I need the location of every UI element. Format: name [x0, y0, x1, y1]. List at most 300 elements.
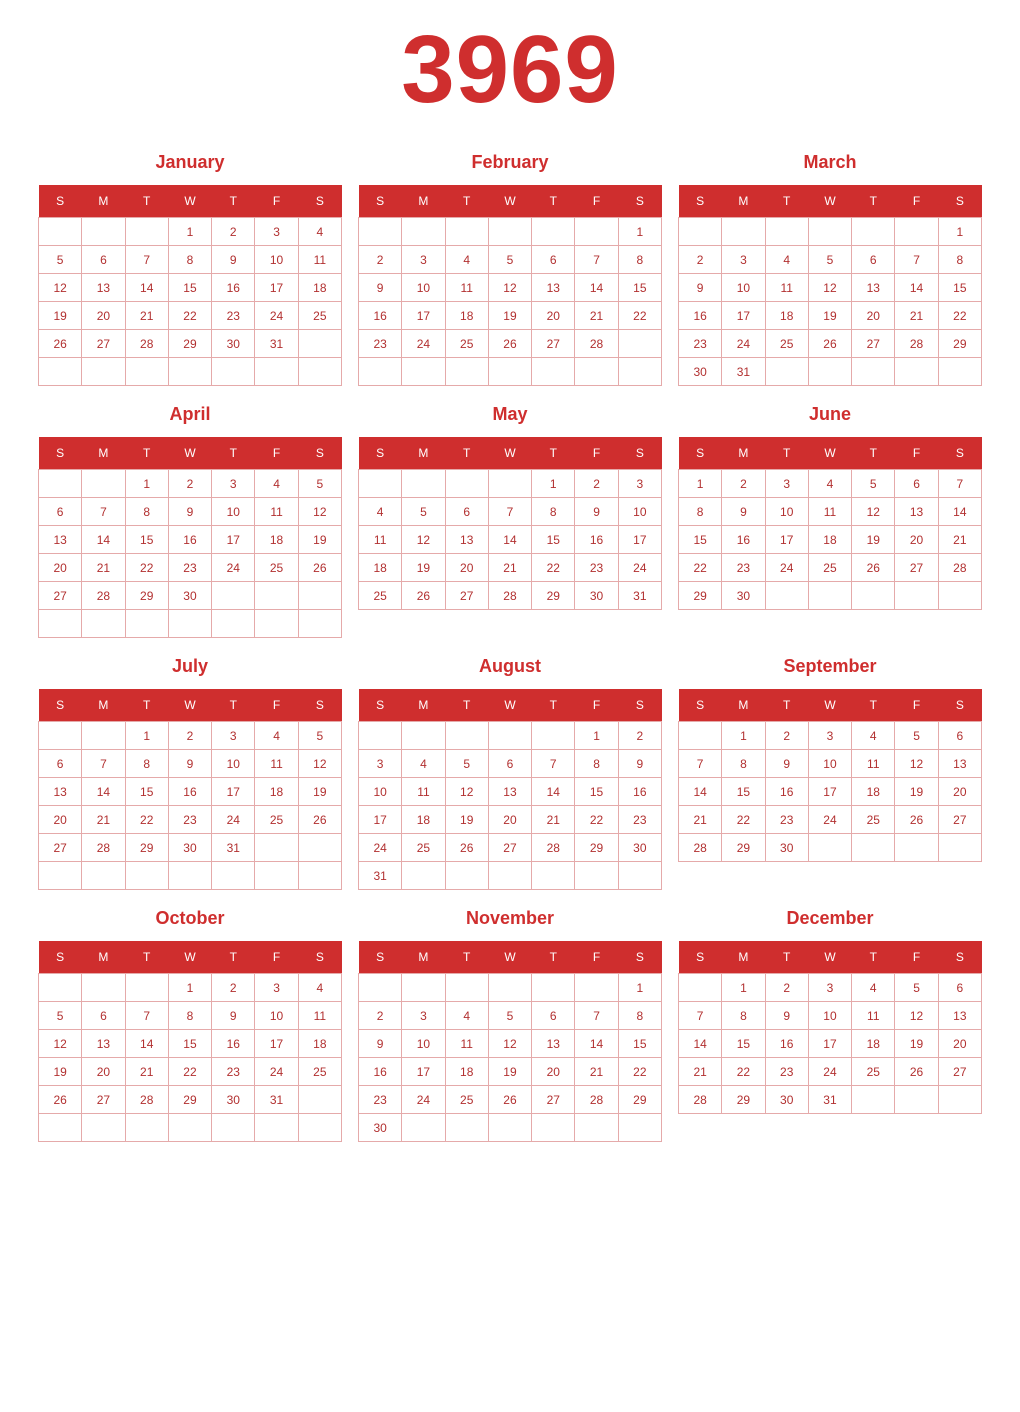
day-cell[interactable]: 18 [852, 778, 895, 806]
day-cell[interactable]: 7 [575, 1002, 618, 1030]
day-cell[interactable]: 30 [575, 582, 618, 610]
day-cell[interactable]: 17 [212, 526, 255, 554]
day-cell[interactable]: 16 [168, 778, 211, 806]
day-cell[interactable]: 4 [852, 722, 895, 750]
day-cell[interactable]: 25 [255, 554, 298, 582]
day-cell[interactable]: 12 [895, 1002, 938, 1030]
day-cell[interactable]: 22 [722, 806, 765, 834]
day-cell[interactable]: 15 [168, 1030, 211, 1058]
day-cell[interactable]: 23 [722, 554, 765, 582]
day-cell[interactable]: 26 [488, 330, 531, 358]
day-cell[interactable]: 15 [679, 526, 722, 554]
day-cell[interactable]: 7 [82, 498, 125, 526]
day-cell[interactable]: 26 [298, 554, 341, 582]
day-cell[interactable]: 22 [532, 554, 575, 582]
day-cell[interactable]: 17 [359, 806, 402, 834]
day-cell[interactable]: 22 [722, 1058, 765, 1086]
day-cell[interactable]: 31 [359, 862, 402, 890]
day-cell[interactable]: 9 [212, 1002, 255, 1030]
day-cell[interactable]: 13 [39, 526, 82, 554]
day-cell[interactable]: 16 [212, 274, 255, 302]
day-cell[interactable]: 14 [125, 1030, 168, 1058]
day-cell[interactable]: 13 [488, 778, 531, 806]
day-cell[interactable]: 15 [938, 274, 981, 302]
day-cell[interactable]: 31 [255, 1086, 298, 1114]
day-cell[interactable]: 12 [808, 274, 851, 302]
day-cell[interactable]: 9 [618, 750, 661, 778]
day-cell[interactable]: 6 [532, 246, 575, 274]
day-cell[interactable]: 1 [618, 974, 661, 1002]
day-cell[interactable]: 18 [402, 806, 445, 834]
day-cell[interactable]: 7 [679, 1002, 722, 1030]
day-cell[interactable]: 10 [402, 1030, 445, 1058]
day-cell[interactable]: 5 [852, 470, 895, 498]
day-cell[interactable]: 15 [125, 526, 168, 554]
day-cell[interactable]: 4 [852, 974, 895, 1002]
day-cell[interactable]: 18 [445, 302, 488, 330]
day-cell[interactable]: 20 [532, 1058, 575, 1086]
day-cell[interactable]: 28 [82, 582, 125, 610]
day-cell[interactable]: 28 [82, 834, 125, 862]
day-cell[interactable]: 3 [765, 470, 808, 498]
day-cell[interactable]: 16 [168, 526, 211, 554]
day-cell[interactable]: 18 [298, 1030, 341, 1058]
day-cell[interactable]: 30 [765, 834, 808, 862]
day-cell[interactable]: 26 [298, 806, 341, 834]
day-cell[interactable]: 8 [938, 246, 981, 274]
day-cell[interactable]: 11 [298, 1002, 341, 1030]
day-cell[interactable]: 1 [618, 218, 661, 246]
day-cell[interactable]: 11 [445, 1030, 488, 1058]
day-cell[interactable]: 6 [39, 498, 82, 526]
day-cell[interactable]: 4 [765, 246, 808, 274]
day-cell[interactable]: 27 [532, 1086, 575, 1114]
day-cell[interactable]: 10 [212, 750, 255, 778]
day-cell[interactable]: 16 [212, 1030, 255, 1058]
day-cell[interactable]: 16 [618, 778, 661, 806]
day-cell[interactable]: 8 [125, 750, 168, 778]
day-cell[interactable]: 1 [532, 470, 575, 498]
day-cell[interactable]: 21 [679, 806, 722, 834]
day-cell[interactable]: 7 [532, 750, 575, 778]
day-cell[interactable]: 2 [168, 470, 211, 498]
day-cell[interactable]: 29 [575, 834, 618, 862]
day-cell[interactable]: 21 [82, 806, 125, 834]
day-cell[interactable]: 5 [402, 498, 445, 526]
day-cell[interactable]: 3 [808, 974, 851, 1002]
day-cell[interactable]: 19 [39, 1058, 82, 1086]
day-cell[interactable]: 16 [575, 526, 618, 554]
day-cell[interactable]: 20 [532, 302, 575, 330]
day-cell[interactable]: 10 [359, 778, 402, 806]
day-cell[interactable]: 12 [488, 274, 531, 302]
day-cell[interactable]: 4 [808, 470, 851, 498]
day-cell[interactable]: 20 [82, 302, 125, 330]
day-cell[interactable]: 24 [212, 554, 255, 582]
day-cell[interactable]: 10 [808, 750, 851, 778]
day-cell[interactable]: 10 [722, 274, 765, 302]
day-cell[interactable]: 26 [488, 1086, 531, 1114]
day-cell[interactable]: 31 [255, 330, 298, 358]
day-cell[interactable]: 15 [532, 526, 575, 554]
day-cell[interactable]: 13 [895, 498, 938, 526]
day-cell[interactable]: 2 [722, 470, 765, 498]
day-cell[interactable]: 21 [575, 302, 618, 330]
day-cell[interactable]: 30 [359, 1114, 402, 1142]
day-cell[interactable]: 28 [532, 834, 575, 862]
day-cell[interactable]: 23 [359, 1086, 402, 1114]
day-cell[interactable]: 12 [39, 274, 82, 302]
day-cell[interactable]: 3 [255, 974, 298, 1002]
day-cell[interactable]: 28 [125, 1086, 168, 1114]
day-cell[interactable]: 19 [39, 302, 82, 330]
day-cell[interactable]: 6 [39, 750, 82, 778]
day-cell[interactable]: 28 [895, 330, 938, 358]
day-cell[interactable]: 13 [82, 1030, 125, 1058]
day-cell[interactable]: 2 [212, 218, 255, 246]
day-cell[interactable]: 27 [39, 834, 82, 862]
day-cell[interactable]: 8 [618, 1002, 661, 1030]
day-cell[interactable]: 17 [402, 302, 445, 330]
day-cell[interactable]: 5 [488, 246, 531, 274]
day-cell[interactable]: 5 [298, 470, 341, 498]
day-cell[interactable]: 8 [575, 750, 618, 778]
day-cell[interactable]: 1 [168, 974, 211, 1002]
day-cell[interactable]: 30 [722, 582, 765, 610]
day-cell[interactable]: 28 [679, 834, 722, 862]
day-cell[interactable]: 15 [618, 274, 661, 302]
day-cell[interactable]: 6 [82, 246, 125, 274]
day-cell[interactable]: 22 [125, 806, 168, 834]
day-cell[interactable]: 25 [298, 302, 341, 330]
day-cell[interactable]: 27 [938, 806, 981, 834]
day-cell[interactable]: 24 [212, 806, 255, 834]
day-cell[interactable]: 11 [765, 274, 808, 302]
day-cell[interactable]: 24 [255, 1058, 298, 1086]
day-cell[interactable]: 21 [895, 302, 938, 330]
day-cell[interactable]: 17 [212, 778, 255, 806]
day-cell[interactable]: 17 [722, 302, 765, 330]
day-cell[interactable]: 12 [488, 1030, 531, 1058]
day-cell[interactable]: 23 [765, 806, 808, 834]
day-cell[interactable]: 26 [895, 806, 938, 834]
day-cell[interactable]: 25 [808, 554, 851, 582]
day-cell[interactable]: 4 [255, 470, 298, 498]
day-cell[interactable]: 4 [255, 722, 298, 750]
day-cell[interactable]: 13 [39, 778, 82, 806]
day-cell[interactable]: 15 [575, 778, 618, 806]
day-cell[interactable]: 11 [852, 750, 895, 778]
day-cell[interactable]: 21 [125, 302, 168, 330]
day-cell[interactable]: 19 [488, 1058, 531, 1086]
day-cell[interactable]: 18 [808, 526, 851, 554]
day-cell[interactable]: 4 [298, 218, 341, 246]
day-cell[interactable]: 12 [39, 1030, 82, 1058]
day-cell[interactable]: 20 [938, 778, 981, 806]
day-cell[interactable]: 20 [895, 526, 938, 554]
day-cell[interactable]: 23 [212, 302, 255, 330]
day-cell[interactable]: 2 [765, 974, 808, 1002]
day-cell[interactable]: 31 [808, 1086, 851, 1114]
day-cell[interactable]: 18 [765, 302, 808, 330]
day-cell[interactable]: 20 [488, 806, 531, 834]
day-cell[interactable]: 18 [852, 1030, 895, 1058]
day-cell[interactable]: 21 [532, 806, 575, 834]
day-cell[interactable]: 26 [445, 834, 488, 862]
day-cell[interactable]: 9 [765, 1002, 808, 1030]
day-cell[interactable]: 28 [679, 1086, 722, 1114]
day-cell[interactable]: 19 [895, 778, 938, 806]
day-cell[interactable]: 15 [722, 1030, 765, 1058]
day-cell[interactable]: 9 [679, 274, 722, 302]
day-cell[interactable]: 25 [852, 1058, 895, 1086]
day-cell[interactable]: 5 [445, 750, 488, 778]
day-cell[interactable]: 24 [402, 1086, 445, 1114]
day-cell[interactable]: 11 [445, 274, 488, 302]
day-cell[interactable]: 27 [82, 1086, 125, 1114]
day-cell[interactable]: 28 [575, 330, 618, 358]
day-cell[interactable]: 25 [445, 330, 488, 358]
day-cell[interactable]: 3 [402, 246, 445, 274]
day-cell[interactable]: 14 [679, 1030, 722, 1058]
day-cell[interactable]: 6 [532, 1002, 575, 1030]
day-cell[interactable]: 22 [168, 302, 211, 330]
day-cell[interactable]: 5 [895, 722, 938, 750]
day-cell[interactable]: 22 [168, 1058, 211, 1086]
day-cell[interactable]: 5 [39, 1002, 82, 1030]
day-cell[interactable]: 10 [808, 1002, 851, 1030]
day-cell[interactable]: 24 [359, 834, 402, 862]
day-cell[interactable]: 14 [532, 778, 575, 806]
day-cell[interactable]: 7 [488, 498, 531, 526]
day-cell[interactable]: 10 [212, 498, 255, 526]
day-cell[interactable]: 28 [125, 330, 168, 358]
day-cell[interactable]: 22 [575, 806, 618, 834]
day-cell[interactable]: 29 [722, 1086, 765, 1114]
day-cell[interactable]: 6 [488, 750, 531, 778]
day-cell[interactable]: 19 [895, 1030, 938, 1058]
day-cell[interactable]: 19 [445, 806, 488, 834]
day-cell[interactable]: 14 [575, 274, 618, 302]
day-cell[interactable]: 24 [808, 806, 851, 834]
day-cell[interactable]: 22 [618, 302, 661, 330]
day-cell[interactable]: 30 [618, 834, 661, 862]
day-cell[interactable]: 26 [895, 1058, 938, 1086]
day-cell[interactable]: 13 [938, 750, 981, 778]
day-cell[interactable]: 1 [125, 722, 168, 750]
day-cell[interactable]: 23 [359, 330, 402, 358]
day-cell[interactable]: 8 [722, 1002, 765, 1030]
day-cell[interactable]: 10 [765, 498, 808, 526]
day-cell[interactable]: 2 [679, 246, 722, 274]
day-cell[interactable]: 25 [445, 1086, 488, 1114]
day-cell[interactable]: 21 [82, 554, 125, 582]
day-cell[interactable]: 27 [852, 330, 895, 358]
day-cell[interactable]: 2 [618, 722, 661, 750]
day-cell[interactable]: 27 [532, 330, 575, 358]
day-cell[interactable]: 20 [39, 554, 82, 582]
day-cell[interactable]: 21 [938, 526, 981, 554]
day-cell[interactable]: 1 [722, 974, 765, 1002]
day-cell[interactable]: 22 [938, 302, 981, 330]
day-cell[interactable]: 14 [125, 274, 168, 302]
day-cell[interactable]: 11 [255, 498, 298, 526]
day-cell[interactable]: 18 [445, 1058, 488, 1086]
day-cell[interactable]: 1 [722, 722, 765, 750]
day-cell[interactable]: 7 [125, 1002, 168, 1030]
day-cell[interactable]: 24 [765, 554, 808, 582]
day-cell[interactable]: 14 [488, 526, 531, 554]
day-cell[interactable]: 14 [82, 526, 125, 554]
day-cell[interactable]: 3 [359, 750, 402, 778]
day-cell[interactable]: 27 [39, 582, 82, 610]
day-cell[interactable]: 30 [168, 582, 211, 610]
day-cell[interactable]: 17 [255, 274, 298, 302]
day-cell[interactable]: 25 [359, 582, 402, 610]
day-cell[interactable]: 21 [125, 1058, 168, 1086]
day-cell[interactable]: 20 [39, 806, 82, 834]
day-cell[interactable]: 9 [359, 274, 402, 302]
day-cell[interactable]: 7 [938, 470, 981, 498]
day-cell[interactable]: 16 [765, 1030, 808, 1058]
day-cell[interactable]: 21 [575, 1058, 618, 1086]
day-cell[interactable]: 11 [359, 526, 402, 554]
day-cell[interactable]: 31 [722, 358, 765, 386]
day-cell[interactable]: 20 [852, 302, 895, 330]
day-cell[interactable]: 23 [679, 330, 722, 358]
day-cell[interactable]: 6 [895, 470, 938, 498]
day-cell[interactable]: 21 [488, 554, 531, 582]
day-cell[interactable]: 3 [402, 1002, 445, 1030]
day-cell[interactable]: 14 [82, 778, 125, 806]
day-cell[interactable]: 6 [852, 246, 895, 274]
day-cell[interactable]: 9 [168, 498, 211, 526]
day-cell[interactable]: 19 [402, 554, 445, 582]
day-cell[interactable]: 5 [39, 246, 82, 274]
day-cell[interactable]: 2 [212, 974, 255, 1002]
day-cell[interactable]: 9 [168, 750, 211, 778]
day-cell[interactable]: 1 [575, 722, 618, 750]
day-cell[interactable]: 20 [82, 1058, 125, 1086]
day-cell[interactable]: 29 [125, 582, 168, 610]
day-cell[interactable]: 7 [82, 750, 125, 778]
day-cell[interactable]: 29 [938, 330, 981, 358]
day-cell[interactable]: 11 [808, 498, 851, 526]
day-cell[interactable]: 17 [808, 778, 851, 806]
day-cell[interactable]: 27 [895, 554, 938, 582]
day-cell[interactable]: 13 [938, 1002, 981, 1030]
day-cell[interactable]: 24 [255, 302, 298, 330]
day-cell[interactable]: 17 [765, 526, 808, 554]
day-cell[interactable]: 6 [938, 722, 981, 750]
day-cell[interactable]: 14 [895, 274, 938, 302]
day-cell[interactable]: 4 [359, 498, 402, 526]
day-cell[interactable]: 5 [895, 974, 938, 1002]
day-cell[interactable]: 15 [618, 1030, 661, 1058]
day-cell[interactable]: 9 [212, 246, 255, 274]
day-cell[interactable]: 3 [722, 246, 765, 274]
day-cell[interactable]: 6 [938, 974, 981, 1002]
day-cell[interactable]: 24 [618, 554, 661, 582]
day-cell[interactable]: 22 [679, 554, 722, 582]
day-cell[interactable]: 26 [852, 554, 895, 582]
day-cell[interactable]: 1 [168, 218, 211, 246]
day-cell[interactable]: 25 [255, 806, 298, 834]
day-cell[interactable]: 25 [765, 330, 808, 358]
day-cell[interactable]: 2 [359, 1002, 402, 1030]
day-cell[interactable]: 16 [359, 1058, 402, 1086]
day-cell[interactable]: 13 [532, 1030, 575, 1058]
day-cell[interactable]: 22 [125, 554, 168, 582]
day-cell[interactable]: 11 [255, 750, 298, 778]
day-cell[interactable]: 29 [125, 834, 168, 862]
day-cell[interactable]: 23 [618, 806, 661, 834]
day-cell[interactable]: 8 [618, 246, 661, 274]
day-cell[interactable]: 8 [679, 498, 722, 526]
day-cell[interactable]: 19 [852, 526, 895, 554]
day-cell[interactable]: 1 [938, 218, 981, 246]
day-cell[interactable]: 7 [679, 750, 722, 778]
day-cell[interactable]: 2 [575, 470, 618, 498]
day-cell[interactable]: 30 [168, 834, 211, 862]
day-cell[interactable]: 1 [125, 470, 168, 498]
day-cell[interactable]: 4 [402, 750, 445, 778]
day-cell[interactable]: 21 [679, 1058, 722, 1086]
day-cell[interactable]: 23 [168, 554, 211, 582]
day-cell[interactable]: 28 [575, 1086, 618, 1114]
day-cell[interactable]: 31 [618, 582, 661, 610]
day-cell[interactable]: 26 [39, 330, 82, 358]
day-cell[interactable]: 29 [722, 834, 765, 862]
day-cell[interactable]: 8 [532, 498, 575, 526]
day-cell[interactable]: 23 [575, 554, 618, 582]
day-cell[interactable]: 14 [575, 1030, 618, 1058]
day-cell[interactable]: 27 [82, 330, 125, 358]
day-cell[interactable]: 16 [679, 302, 722, 330]
day-cell[interactable]: 23 [765, 1058, 808, 1086]
day-cell[interactable]: 2 [359, 246, 402, 274]
day-cell[interactable]: 13 [82, 274, 125, 302]
day-cell[interactable]: 4 [298, 974, 341, 1002]
day-cell[interactable]: 3 [212, 470, 255, 498]
day-cell[interactable]: 24 [808, 1058, 851, 1086]
day-cell[interactable]: 27 [488, 834, 531, 862]
day-cell[interactable]: 29 [168, 1086, 211, 1114]
day-cell[interactable]: 9 [722, 498, 765, 526]
day-cell[interactable]: 10 [618, 498, 661, 526]
day-cell[interactable]: 29 [679, 582, 722, 610]
day-cell[interactable]: 26 [39, 1086, 82, 1114]
day-cell[interactable]: 12 [298, 750, 341, 778]
day-cell[interactable]: 28 [488, 582, 531, 610]
day-cell[interactable]: 19 [298, 526, 341, 554]
day-cell[interactable]: 17 [402, 1058, 445, 1086]
day-cell[interactable]: 10 [255, 246, 298, 274]
day-cell[interactable]: 5 [298, 722, 341, 750]
day-cell[interactable]: 5 [808, 246, 851, 274]
day-cell[interactable]: 24 [722, 330, 765, 358]
day-cell[interactable]: 12 [895, 750, 938, 778]
day-cell[interactable]: 12 [402, 526, 445, 554]
day-cell[interactable]: 25 [298, 1058, 341, 1086]
day-cell[interactable]: 29 [532, 582, 575, 610]
day-cell[interactable]: 27 [445, 582, 488, 610]
day-cell[interactable]: 5 [488, 1002, 531, 1030]
day-cell[interactable]: 3 [808, 722, 851, 750]
day-cell[interactable]: 13 [852, 274, 895, 302]
day-cell[interactable]: 15 [722, 778, 765, 806]
day-cell[interactable]: 7 [575, 246, 618, 274]
